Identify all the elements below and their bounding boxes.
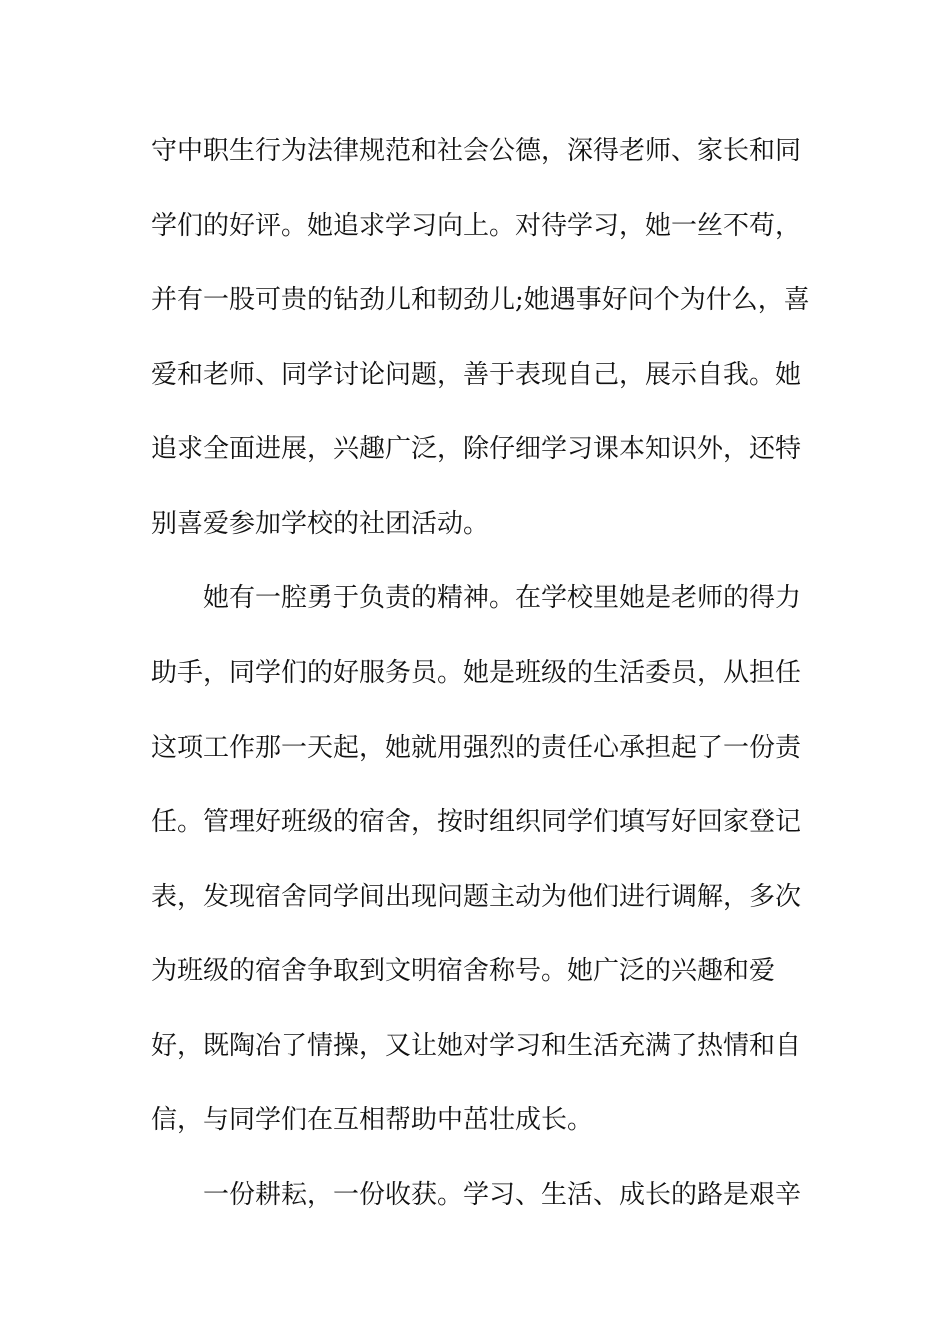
text-line: 学们的好评。她追求学习向上。对待学习，她一丝不苟，: [151, 211, 802, 241]
text-line: 追求全面进展，兴趣广泛，除仔细学习课本知识外，还特: [151, 434, 802, 464]
text-line: 别喜爱参加学校的社团活动。: [151, 509, 490, 539]
text-line: 守中职生行为法律规范和社会公德，深得老师、家长和同: [151, 136, 802, 166]
text-line: 这项工作那一天起，她就用强烈的责任心承担起了一份责: [151, 733, 802, 763]
text-line: 并有一股可贵的钻劲儿和韧劲儿;她遇事好问个为什么，喜: [151, 285, 810, 315]
paragraph-first-line: 一份耕耘，一份收获。学习、生活、成长的路是艰辛: [203, 1180, 802, 1210]
text-line: 任。管理好班级的宿舍，按时组织同学们填写好回家登记: [151, 807, 802, 837]
text-line: 爱和老师、同学讨论问题，善于表现自己，展示自我。她: [151, 360, 802, 390]
text-line: 表，发现宿舍同学间出现问题主动为他们进行调解，多次: [151, 882, 802, 912]
paragraph-first-line: 她有一腔勇于负责的精神。在学校里她是老师的得力: [203, 583, 802, 613]
text-line: 助手，同学们的好服务员。她是班级的生活委员，从担任: [151, 658, 802, 688]
text-line: 为班级的宿舍争取到文明宿舍称号。她广泛的兴趣和爱: [151, 956, 776, 986]
text-line: 好，既陶冶了情操，又让她对学习和生活充满了热情和自: [151, 1031, 802, 1061]
text-line: 信，与同学们在互相帮助中茁壮成长。: [151, 1105, 594, 1135]
